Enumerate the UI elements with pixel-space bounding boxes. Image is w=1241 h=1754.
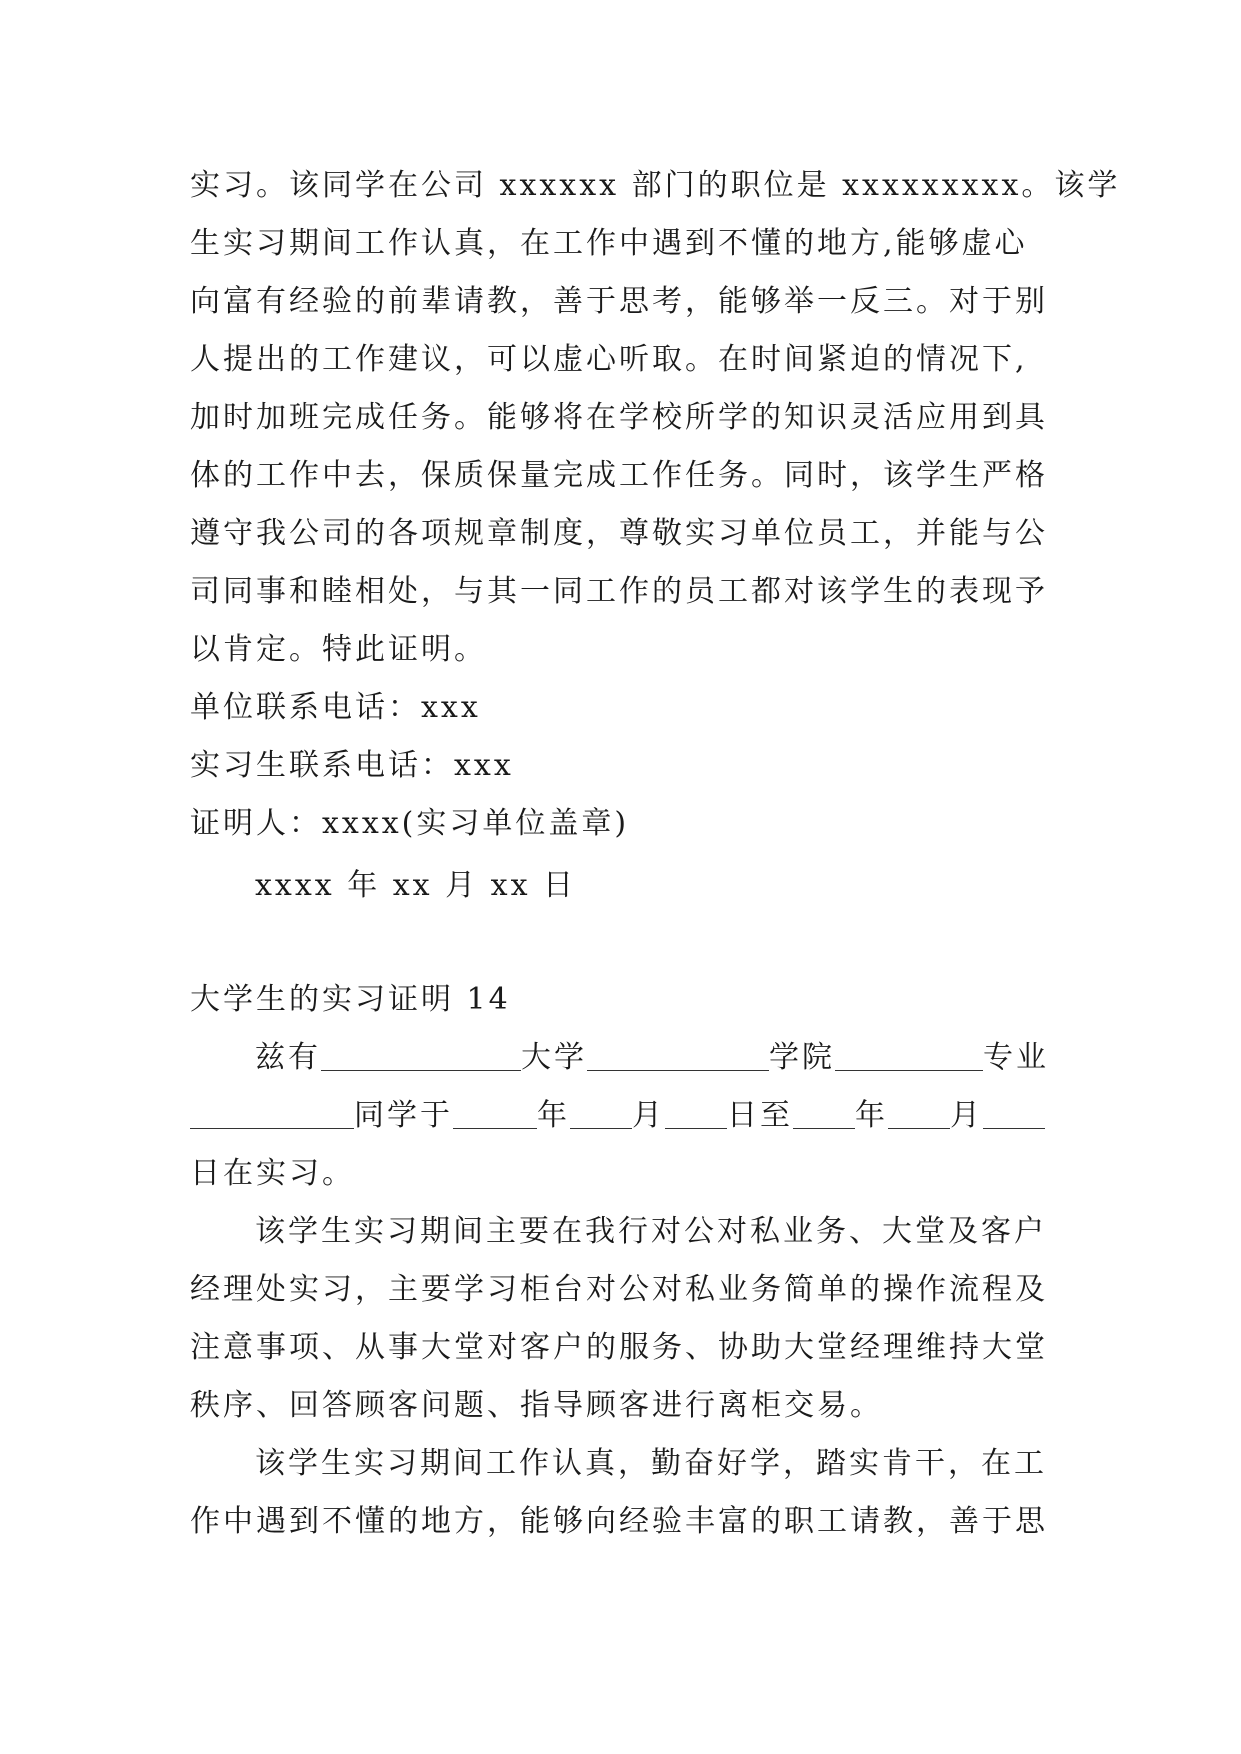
blank-college (587, 1040, 769, 1071)
blank-year2 (793, 1098, 855, 1129)
paragraph2-line-1: 该学生实习期间主要在我行对公对私业务、大堂及客户 (255, 1214, 1047, 1249)
form-university: 大学 (521, 1040, 587, 1075)
form-line-2 (190, 1096, 1060, 1136)
blank-major (835, 1040, 983, 1071)
paragraph1-line-9: 以肯定。特此证明。 (190, 632, 487, 667)
blank-day (665, 1098, 727, 1129)
blank-month2 (888, 1098, 950, 1129)
blank-university (321, 1040, 521, 1071)
paragraph2-line-2: 经理处实习，主要学习柜台对公对私业务简单的操作流程及 (190, 1272, 1048, 1307)
form-student: 同学于 (354, 1098, 453, 1133)
form-month: 月 (632, 1098, 665, 1133)
paragraph1-line-7: 遵守我公司的各项规章制度，尊敬实习单位员工，并能与公 (190, 516, 1048, 551)
paragraph1-line-6: 体的工作中去，保质保量完成工作任务。同时，该学生严格 (190, 458, 1048, 493)
paragraph1-line-5: 加时加班完成任务。能够将在学校所学的知识灵活应用到具 (190, 400, 1048, 435)
blank-year (453, 1098, 537, 1129)
paragraph1-line-1: 实习。该同学在公司 xxxxxx 部门的职位是 xxxxxxxxx。该学 (190, 168, 1121, 203)
certifier: 证明人：xxxx(实习单位盖章) (190, 806, 630, 841)
intern-phone: 实习生联系电话：xxx (190, 748, 514, 783)
paragraph3-line-2: 作中遇到不懂的地方，能够向经验丰富的职工请教，善于思 (190, 1504, 1048, 1539)
form-college: 学院 (769, 1040, 835, 1075)
blank-month (570, 1098, 632, 1129)
form-year: 年 (537, 1098, 570, 1133)
date-line: xxxx 年 xx 月 xx 日 (255, 868, 577, 903)
form-prefix: 兹有 (255, 1040, 321, 1075)
paragraph2-line-4: 秩序、回答顾客问题、指导顾客进行离柜交易。 (190, 1388, 883, 1423)
unit-phone: 单位联系电话：xxx (190, 690, 481, 725)
blank-day2 (983, 1098, 1045, 1129)
section-title: 大学生的实习证明 14 (190, 982, 511, 1017)
form-month2: 月 (950, 1098, 983, 1133)
paragraph1-line-4: 人提出的工作建议，可以虚心听取。在时间紧迫的情况下, (190, 342, 1028, 377)
form-day-to: 日至 (727, 1098, 793, 1133)
form-major: 专业 (983, 1040, 1049, 1075)
form-year2: 年 (855, 1098, 888, 1133)
paragraph1-line-3: 向富有经验的前辈请教，善于思考，能够举一反三。对于别 (190, 284, 1048, 319)
paragraph1-line-2: 生实习期间工作认真，在工作中遇到不懂的地方,能够虚心 (190, 226, 1028, 261)
paragraph3-line-1: 该学生实习期间工作认真，勤奋好学，踏实肯干，在工 (255, 1446, 1047, 1481)
form-line-3: 日在实习。 (190, 1156, 355, 1191)
paragraph2-line-3: 注意事项、从事大堂对客户的服务、协助大堂经理维持大堂 (190, 1330, 1048, 1365)
form-line-1 (255, 1038, 1125, 1078)
paragraph1-line-8: 司同事和睦相处，与其一同工作的员工都对该学生的表现予 (190, 574, 1048, 609)
blank-student (190, 1098, 354, 1129)
